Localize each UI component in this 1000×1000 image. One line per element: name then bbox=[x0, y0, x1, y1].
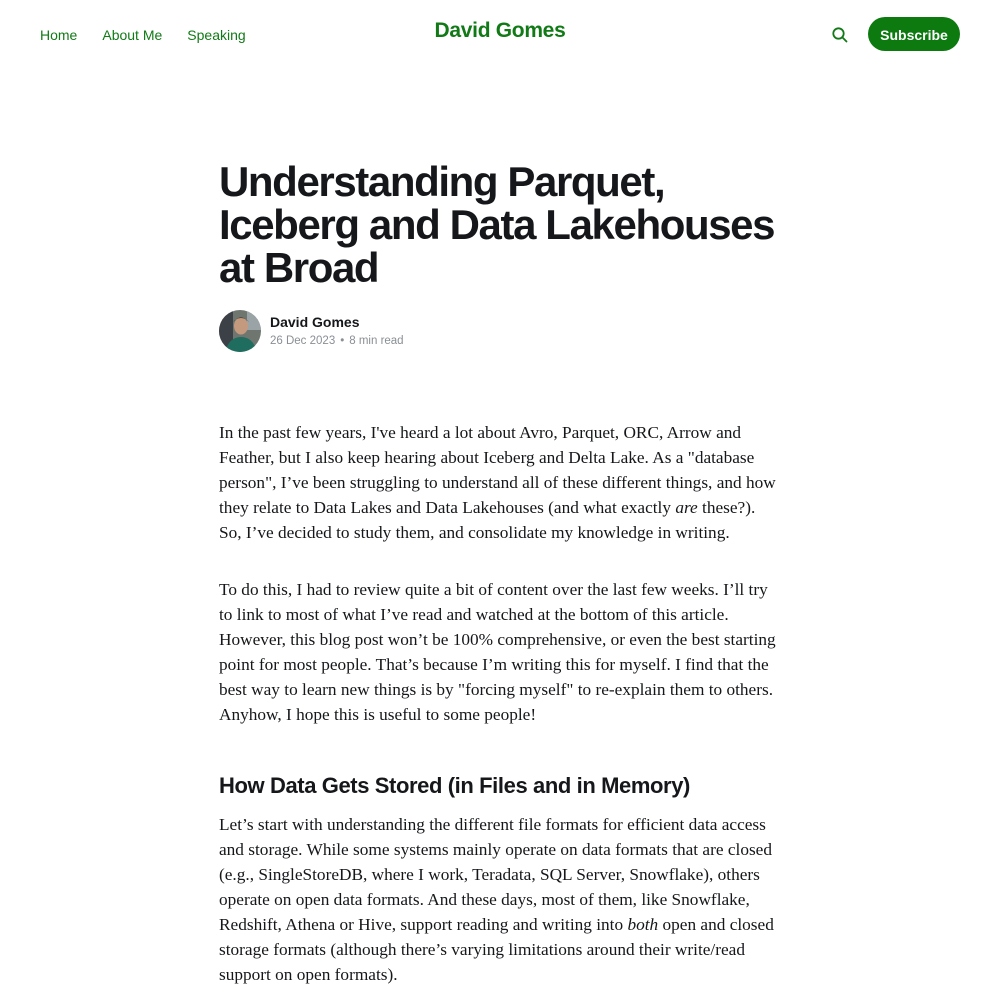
post-date: 26 Dec 2023 bbox=[270, 335, 336, 347]
paragraph-intro bbox=[219, 420, 781, 545]
paragraph-text: open and closed storage formats (although there’s varying limitations around their write/read support on open formats). bbox=[219, 915, 774, 984]
byline-text bbox=[270, 314, 404, 348]
meta-separator: • bbox=[340, 335, 345, 347]
paragraph-method: To do this, I had to review quite a bit of content over the last few weeks. I’ll try to link to most of what I’ve read and watched at the bottom of this article. However, this blog post won’t be 100% comprehensive, or even the best starting point for most people. That’s because I’m writing this for myself. I find that the best way to learn new things is by "forcing myself" to re-explain them to others. Anyhow, I hope this is useful to some people! bbox=[219, 580, 776, 724]
paragraph-text: In the past few years, I've heard a lot about Avro, Parquet, ORC, Arrow and Feather, but I also keep hearing about Iceberg and Delta Lake. As a "database person", I’ve been struggling to understand all of these different things, and how they relate to Data Lakes and Data Lakehouses (and what exactly bbox=[219, 423, 776, 517]
avatar-image bbox=[219, 310, 261, 352]
author-name[interactable]: David Gomes bbox=[270, 314, 360, 330]
search-icon bbox=[830, 25, 850, 45]
paragraph-formats bbox=[219, 812, 781, 987]
search-button[interactable] bbox=[830, 25, 850, 45]
section-heading: How Data Gets Stored (in Files and in Memory) bbox=[219, 773, 690, 798]
article bbox=[219, 160, 781, 987]
byline bbox=[219, 310, 781, 352]
author-avatar[interactable] bbox=[219, 310, 261, 352]
post-meta bbox=[270, 334, 404, 348]
subscribe-button[interactable]: Subscribe bbox=[868, 17, 960, 51]
emphasis-text: both bbox=[627, 915, 659, 934]
nav-about-link[interactable]: About Me bbox=[102, 27, 163, 43]
read-time: 8 min read bbox=[349, 335, 404, 347]
paragraph-text: Let’s start with understanding the different file formats for efficient data access and storage. While some systems mainly operate on data formats that are closed (e.g., SingleStoreDB, where I work, Teradata, SQL Server, Snowflake), others operate on open data formats. And these days, most of them, like Snowflake, Redshift, Athena or Hive, support reading and writing into bbox=[219, 815, 772, 934]
emphasis-text: are bbox=[675, 498, 698, 517]
article-body bbox=[219, 420, 781, 987]
article-title: Understanding Parquet, Iceberg and Data Lakehouses at Broad bbox=[219, 158, 775, 291]
site-title[interactable]: David Gomes bbox=[434, 19, 566, 42]
paragraph-text: these?). So, I’ve decided to study them, and consolidate my knowledge in writing. bbox=[219, 498, 756, 542]
nav-home-link[interactable]: Home bbox=[40, 27, 78, 43]
nav-speaking-link[interactable]: Speaking bbox=[187, 27, 246, 43]
